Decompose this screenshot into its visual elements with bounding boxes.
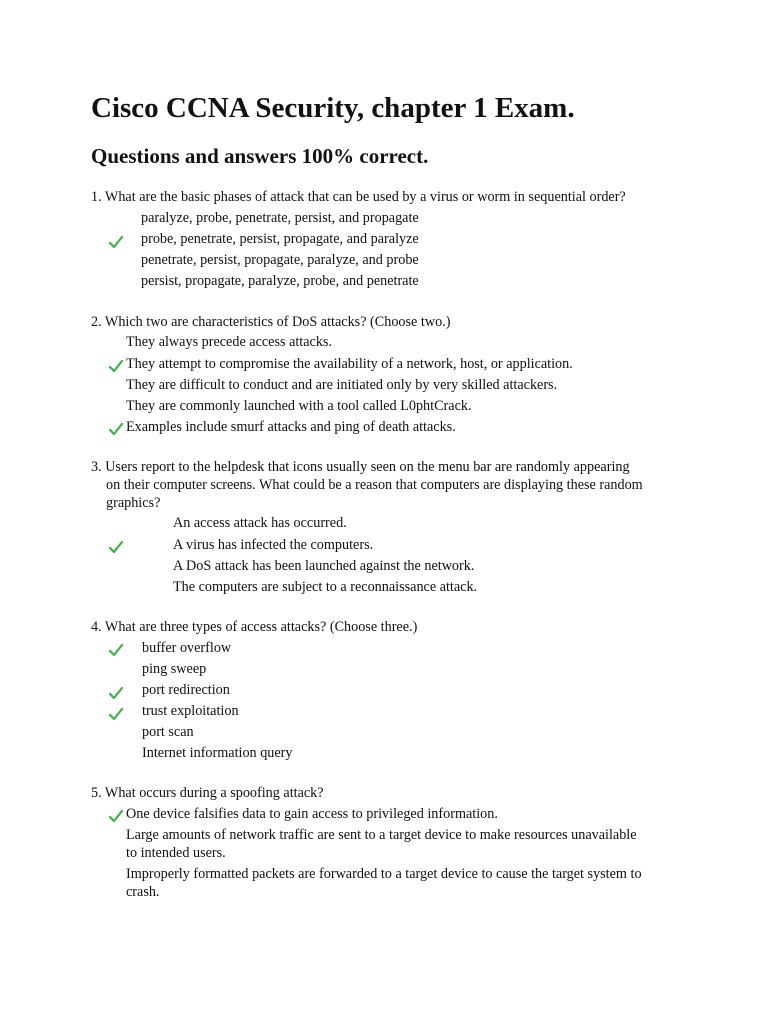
q2-answer-5: Examples include smurf attacks and ping of death attacks. [126,419,456,435]
check-icon [109,360,123,372]
question-3-text-line-3: graphics? [106,495,161,511]
check-icon [109,236,123,248]
q3-answer-4: The computers are subject to a reconnaissance attack. [173,579,478,595]
q4-answer-4: trust exploitation [142,703,239,719]
question-3-text-line-2: on their computer screens. What could be a reason that computers are displaying these random [106,477,643,493]
question-5-text: 5. What occurs during a spoofing attack? [91,785,324,801]
q4-answer-1: buffer overflow [142,640,232,656]
q4-answer-5: port scan [142,724,194,740]
q5-answer-2-line-2: to intended users. [126,845,226,861]
q1-answer-4: persist, propagate, paralyze, probe, and penetrate [141,273,419,289]
check-icon [109,708,123,720]
check-icon [109,644,123,656]
page-subtitle: Questions and answers 100% correct. [91,144,429,168]
q4-answer-2: ping sweep [142,661,207,677]
q2-answer-2: They attempt to compromise the availability of a network, host, or application. [126,356,573,372]
q2-answer-4: They are commonly launched with a tool called L0phtCrack. [126,398,472,414]
page-title: Cisco CCNA Security, chapter 1 Exam. [91,92,575,124]
question-3-text-line-1: 3. Users report to the helpdesk that icons usually seen on the menu bar are randomly appearing [91,459,630,475]
q4-answer-6: Internet information query [142,745,293,761]
q5-answer-3-line-2: crash. [126,884,160,900]
check-icon [109,810,123,822]
question-2-text: 2. Which two are characteristics of DoS attacks? (Choose two.) [91,314,451,330]
question-1-text: 1. What are the basic phases of attack that can be used by a virus or worm in sequential order? [91,189,626,205]
question-4-text: 4. What are three types of access attacks? (Choose three.) [91,619,418,635]
q5-answer-3-line-1: Improperly formatted packets are forwarded to a target device to cause the target system to [126,866,642,882]
q4-answer-3: port redirection [142,682,230,698]
q5-answer-1: One device falsifies data to gain access to privileged information. [126,806,498,822]
q1-answer-3: penetrate, persist, propagate, paralyze, and probe [141,252,419,268]
q3-answer-2: A virus has infected the computers. [173,537,374,553]
q1-answer-2: probe, penetrate, persist, propagate, and paralyze [141,231,419,247]
check-icon [109,423,123,435]
check-icon [109,687,123,699]
q1-answer-1: paralyze, probe, penetrate, persist, and propagate [141,210,419,226]
q3-answer-1: An access attack has occurred. [173,515,347,531]
q5-answer-2-line-1: Large amounts of network traffic are sent to a target device to make resources unavailable [126,827,637,843]
q2-answer-3: They are difficult to conduct and are initiated only by very skilled attackers. [126,377,558,393]
check-icon [109,541,123,553]
q3-answer-3: A DoS attack has been launched against the network. [173,558,475,574]
q2-answer-1: They always precede access attacks. [126,334,333,350]
